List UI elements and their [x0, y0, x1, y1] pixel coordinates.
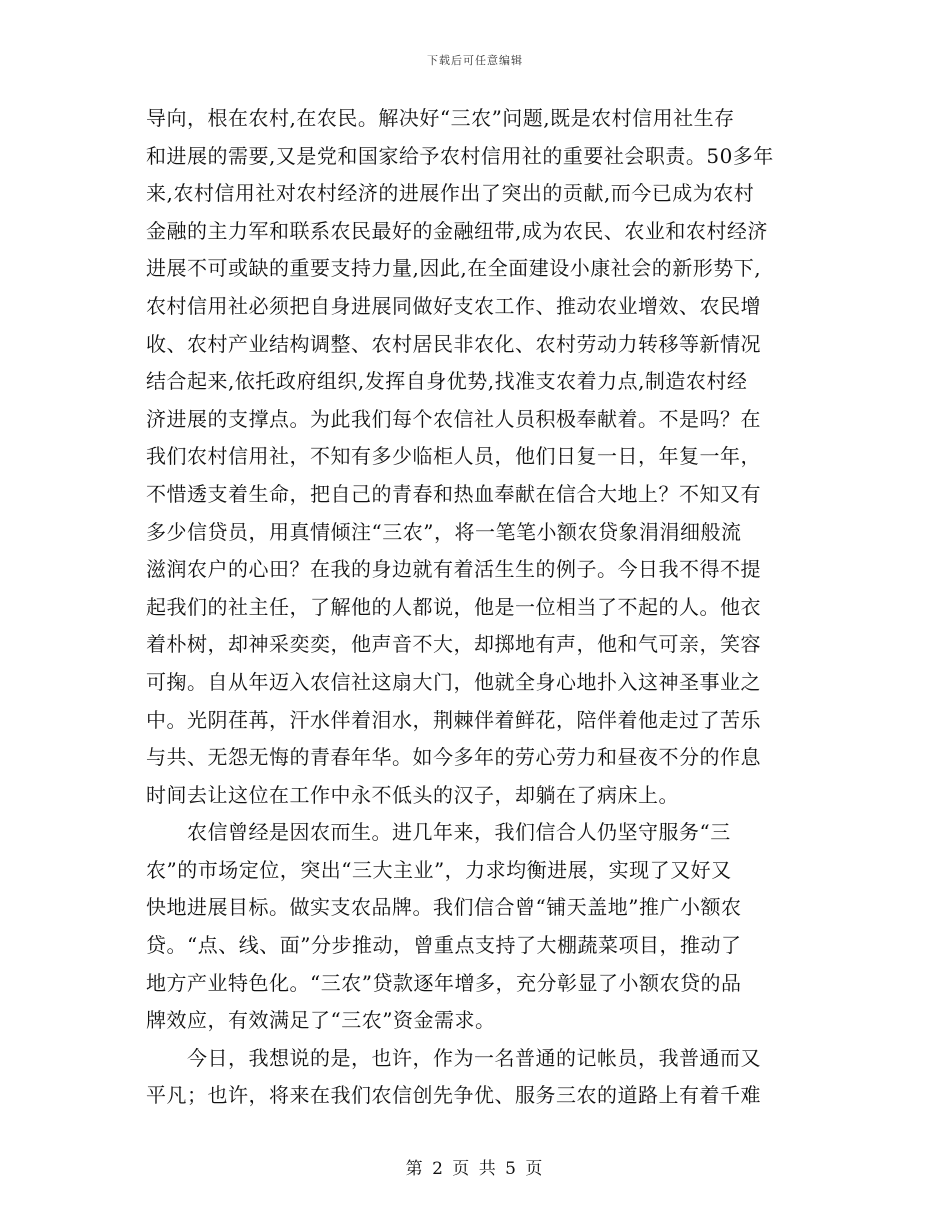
text-line: 农信曾经是因农而生。进几年来，我们信合人仍坚守服务“三 [146, 820, 731, 845]
page-header: 下载后可任意编辑 [427, 54, 523, 67]
text-line: 收、农村产业结构调整、农村居民非农化、农村劳动力转移等新情况 [146, 331, 761, 356]
text-line: 着朴树，却神采奕奕，他声音不大，却掷地有声，他和气可亲，笑容 [146, 632, 761, 657]
text-line: 进展不可或缺的重要支持力量,因此,在全面建设小康社会的新形势下, [146, 256, 762, 281]
text-line: 贷。“点、线、面”分步推动，曾重点支持了大棚蔬菜项目，推动了 [146, 933, 742, 958]
text-line: 和进展的需要,又是党和国家给予农村信用社的重要社会职责。50多年 [146, 143, 774, 168]
text-line: 可掬。自从年迈入农信社这扇大门，他就全身心地扑入这神圣事业之 [146, 669, 761, 694]
text-line: 济进展的支撑点。为此我们每个农信社人员积极奉献着。不是吗？在 [146, 406, 761, 431]
text-line: 不惜透支着生命，把自己的青春和热血奉献在信合大地上？不知又有 [146, 481, 761, 506]
text-line: 导向，根在农村,在农民。解决好“三农”问题,既是农村信用社生存 [146, 106, 735, 130]
text-line: 平凡；也许，将来在我们农信创先争优、服务三农的道路上有着千难 [146, 1083, 761, 1108]
text-line: 与共、无怨无悔的青春年华。如今多年的劳心劳力和昼夜不分的作息 [146, 745, 761, 770]
text-line: 起我们的社主任，了解他的人都说，他是一位相当了不起的人。他衣 [146, 594, 761, 619]
text-line: 今日，我想说的是，也许，作为一名普通的记帐员，我普通而又 [146, 1045, 761, 1070]
text-line: 农”的市场定位，突出“三大主业”，力求均衡进展，实现了又好又 [146, 857, 732, 882]
text-line: 来,农村信用社对农村经济的进展作出了突出的贡献,而今已成为农村 [146, 181, 755, 206]
text-line: 金融的主力军和联系农民最好的金融纽带,成为农民、农业和农村经济 [146, 218, 768, 243]
text-line: 地方产业特色化。“三农”贷款逐年增多，充分彰显了小额农贷的品 [146, 970, 742, 995]
text-line: 多少信贷员，用真情倾注“三农”，将一笔笔小额农贷象涓涓细般流 [146, 519, 742, 544]
text-line: 中。光阴荏苒，汗水伴着泪水，荆棘伴着鲜花，陪伴着他走过了苦乐 [146, 707, 761, 732]
document-body [146, 100, 806, 1115]
text-line: 滋润农户的心田？在我的身边就有着活生生的例子。今日我不得不提 [146, 557, 761, 582]
text-line: 结合起来,依托政府组织,发挥自身优势,找准支农着力点,制造农村经 [146, 369, 748, 394]
page-number-footer: 第 2 页 共 5 页 [405, 1159, 545, 1179]
text-line: 快地进展目标。做实支农品牌。我们信合曾“铺天盖地”推广小额农 [146, 895, 742, 920]
text-line: 时间去让这位在工作中永不低头的汉子，却躺在了病床上。 [146, 782, 679, 807]
text-line: 农村信用社必须把自身进展同做好支农工作、推动农业增效、农民增 [146, 293, 761, 318]
text-line: 牌效应，有效满足了“三农”资金需求。 [146, 1008, 496, 1033]
text-line: 我们农村信用社，不知有多少临柜人员，他们日复一日，年复一年， [146, 444, 761, 469]
